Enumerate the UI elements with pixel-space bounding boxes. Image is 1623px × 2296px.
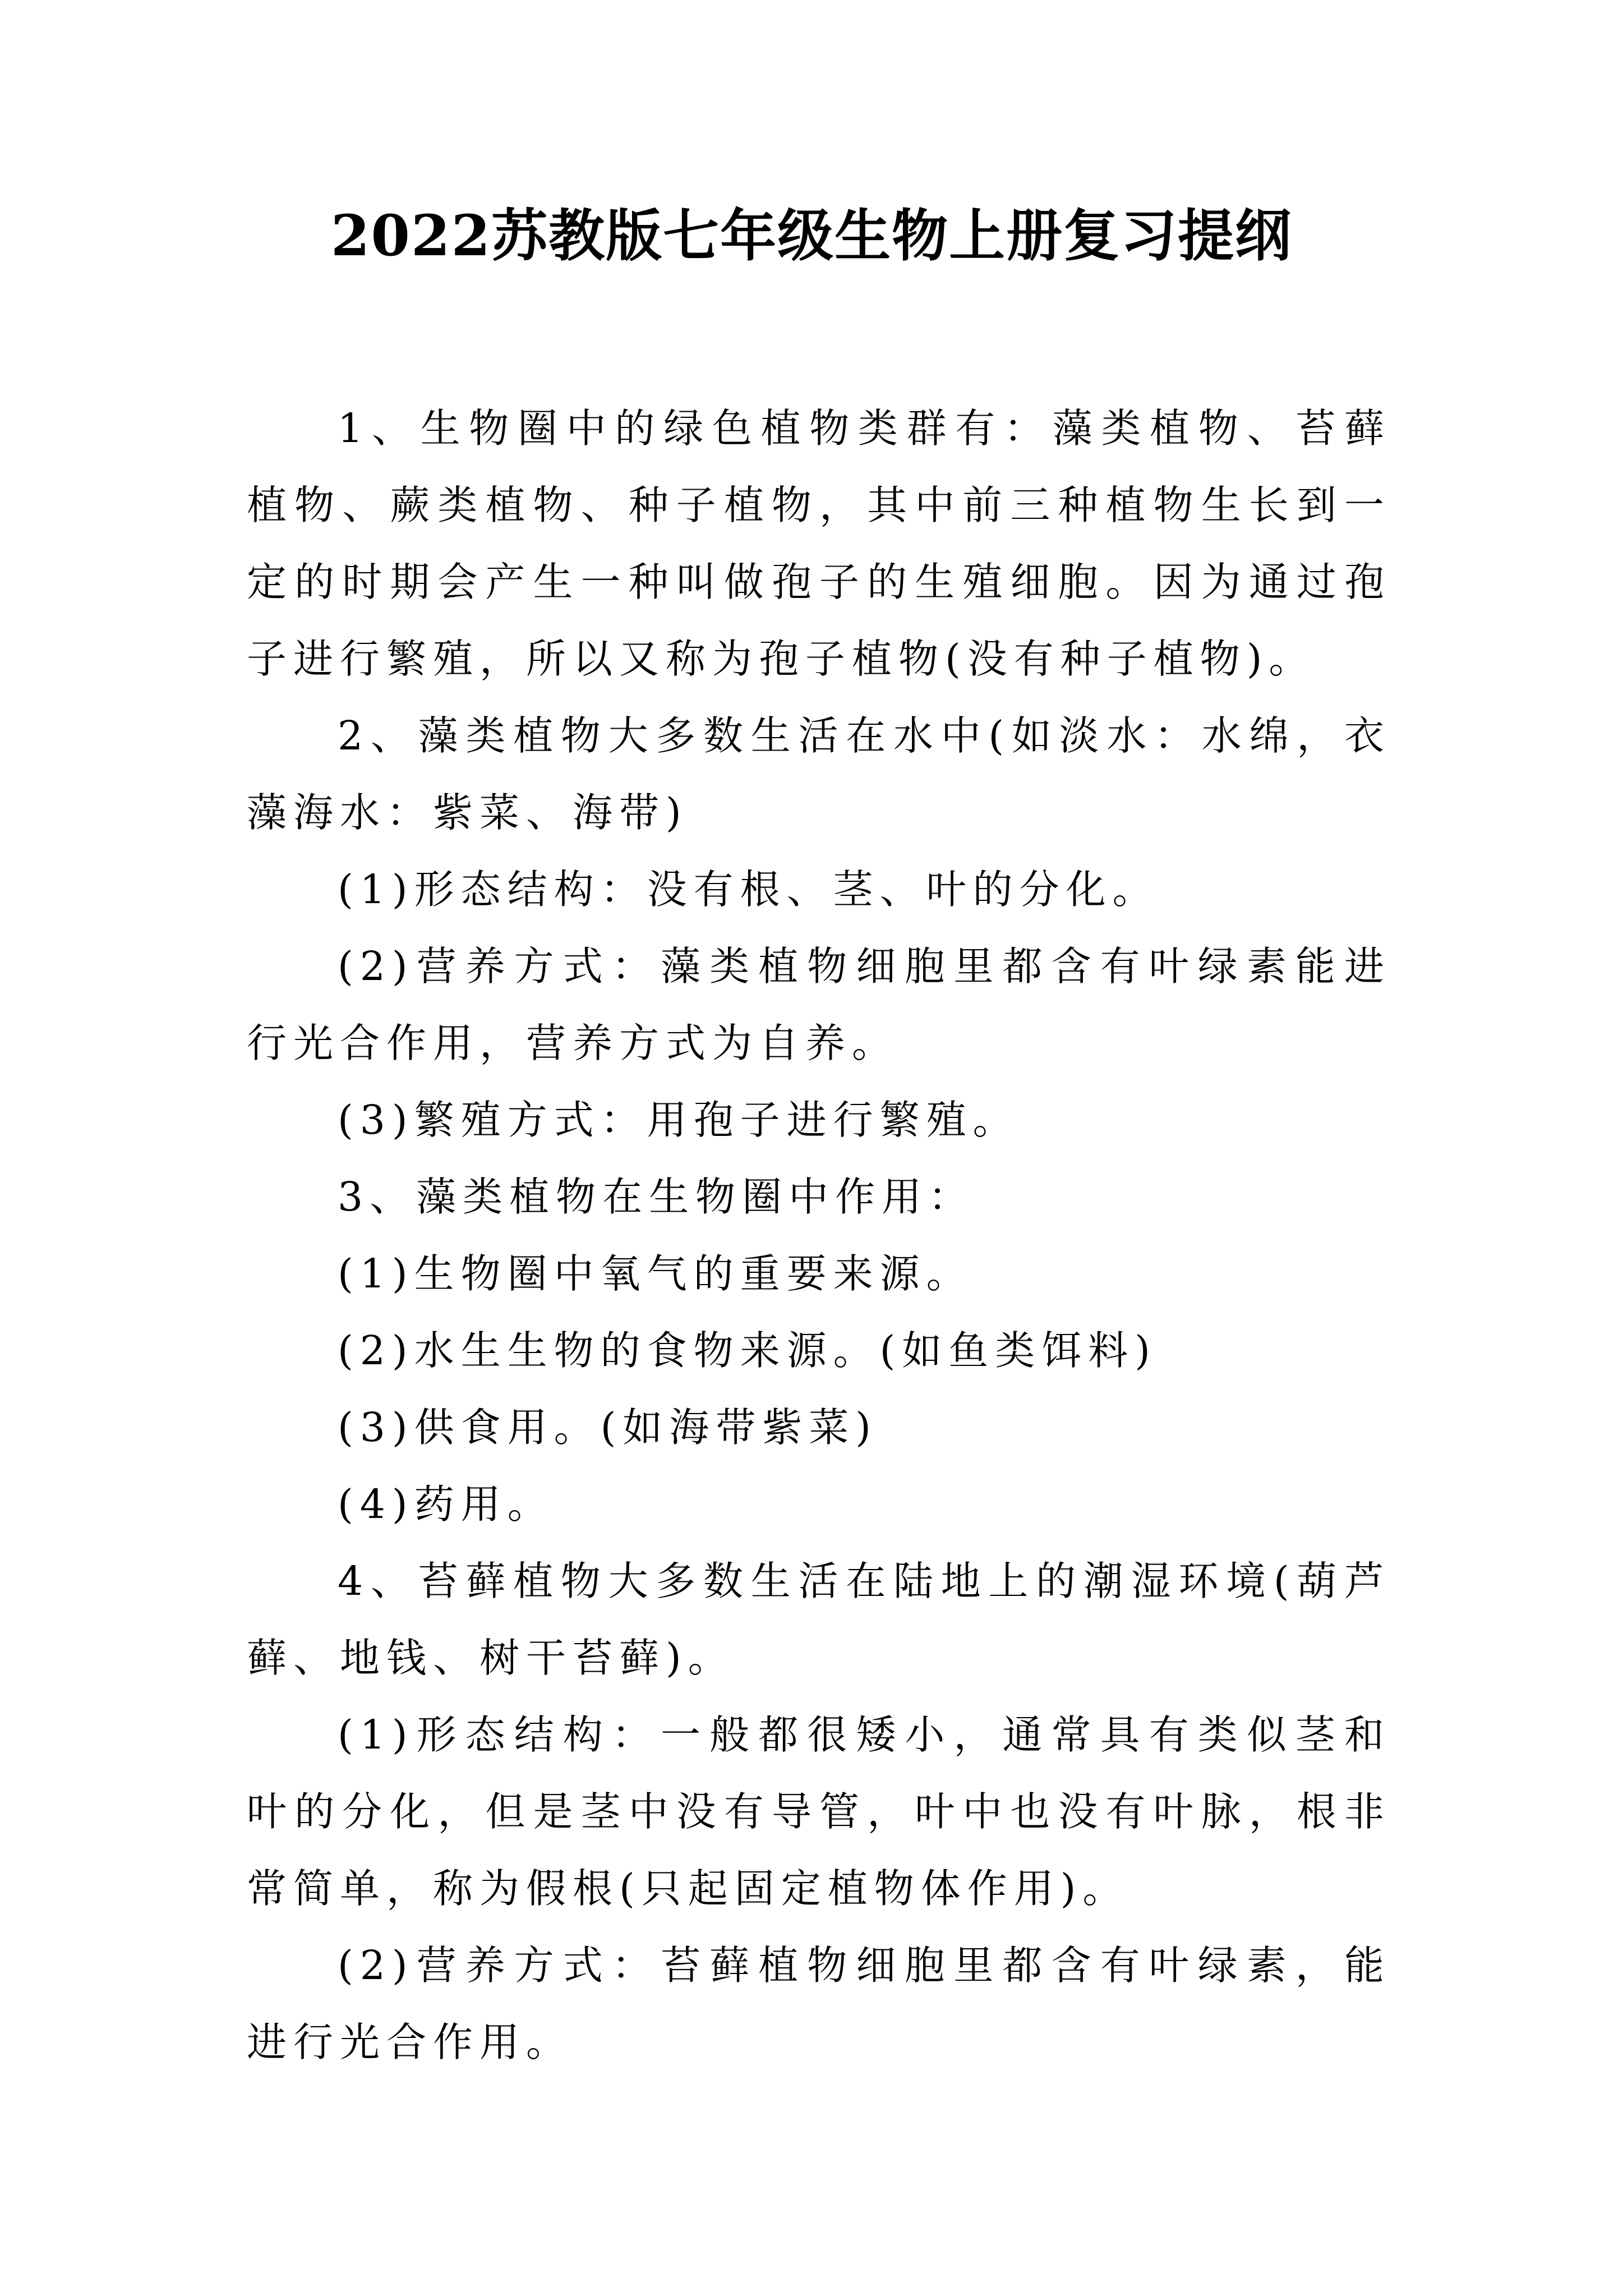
paragraph: 4、苔藓植物大多数生活在陆地上的潮湿环境(葫芦藓、地钱、树干苔藓)。 [247, 1558, 1391, 1681]
paragraph: (3)供食用。(如海带紫菜) [338, 1404, 878, 1451]
paragraph: 3、藻类植物在生物圈中作用： [338, 1174, 975, 1220]
paragraph: (3)繁殖方式：用孢子进行繁殖。 [338, 1097, 1020, 1143]
paragraph: (1)形态结构：没有根、茎、叶的分化。 [338, 866, 1159, 913]
paragraph: (4)药用。 [338, 1481, 554, 1527]
paragraph: (1)形态结构：一般都很矮小，通常具有类似茎和叶的分化，但是茎中没有导管，叶中也没有叶脉，根非常简单，称为假根(只起固定植物体作用)。 [247, 1711, 1391, 1912]
paragraph: (2)营养方式：苔藓植物细胞里都含有叶绿素，能进行光合作用。 [247, 1942, 1391, 2065]
paragraph: (1)生物圈中氧气的重要来源。 [338, 1250, 973, 1297]
document-body [247, 390, 1391, 2081]
paragraph: 2、藻类植物大多数生活在水中(如淡水：水绵，衣藻海水：紫菜、海带) [247, 712, 1391, 836]
paragraph: 1、生物圈中的绿色植物类群有：藻类植物、苔藓植物、蕨类植物、种子植物，其中前三种植物生长到一定的时期会产生一种叫做孢子的生殖细胞。因为通过孢子进行繁殖，所以又称为孢子植物(没有种子植物)。 [247, 405, 1391, 682]
paragraph: (2)营养方式：藻类植物细胞里都含有叶绿素能进行光合作用，营养方式为自养。 [247, 943, 1391, 1066]
paragraph: (2)水生生物的食物来源。(如鱼类饵料) [338, 1327, 1157, 1374]
page-title: 2022苏教版七年级生物上册复习提纲 [330, 203, 1293, 269]
